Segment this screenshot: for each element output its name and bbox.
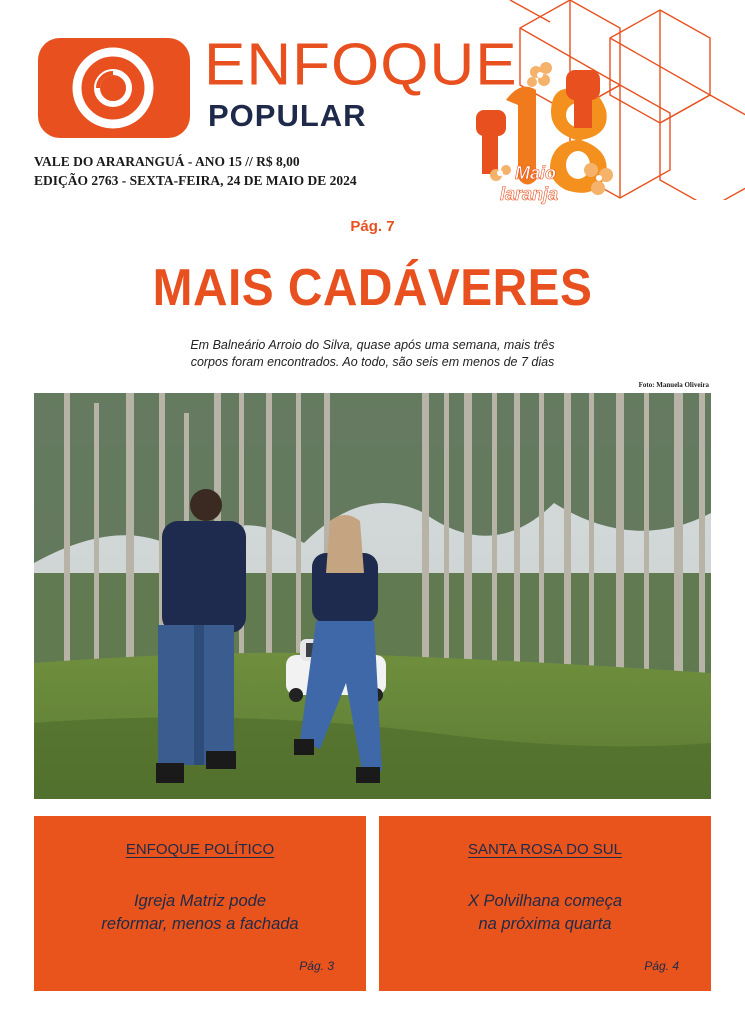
- forest-photo: [34, 393, 711, 799]
- subhead-line-2: corpos foram encontrados. Ao todo, são seis em menos de 7 dias: [190, 354, 555, 369]
- campaign-badge-maio: Maio: [515, 163, 557, 183]
- edition-number-date: EDIÇÃO 2763 - SEXTA-FEIRA, 24 DE MAIO DE 2024: [34, 173, 357, 188]
- photo-credit: Foto: Manuela Oliveira: [638, 381, 709, 389]
- panel-page-ref: Pág. 4: [644, 959, 679, 973]
- panel-santa-rosa-do-sul[interactable]: [379, 816, 711, 991]
- panel-page-ref: Pág. 3: [299, 959, 334, 973]
- panel-title: SANTA ROSA DO SUL: [468, 841, 622, 858]
- lead-story-subhead: [0, 337, 745, 371]
- edition-region-price: VALE DO ARARANGUÁ - ANO 15 // R$ 8,00: [34, 154, 300, 169]
- panel-teaser-line-1: X Polvilhana começa: [467, 892, 623, 910]
- subhead-line-1: Em Balneário Arroio do Silva, quase após uma semana, mais três: [190, 338, 555, 352]
- lead-story-headline: MAIS CADÁVERES: [152, 259, 593, 317]
- panel-teaser-line-1: Igreja Matriz pode: [133, 892, 267, 910]
- panel-teaser: [34, 890, 366, 936]
- brand-name-popular: POPULAR: [208, 98, 367, 133]
- logo-eye-icon: [38, 38, 190, 138]
- brand-name-enfoque: ENFOQUE: [204, 32, 518, 98]
- panel-teaser-line-2: na próxima quarta: [478, 915, 612, 934]
- lead-story-page-ref: Pág. 7: [350, 218, 395, 235]
- panel-teaser-line-2: reformar, menos a fachada: [101, 915, 299, 934]
- panel-teaser: [379, 890, 711, 936]
- campaign-badge-laranja: laranja: [500, 184, 559, 204]
- panel-enfoque-politico[interactable]: [34, 816, 366, 991]
- panel-title: ENFOQUE POLÍTICO: [125, 841, 275, 858]
